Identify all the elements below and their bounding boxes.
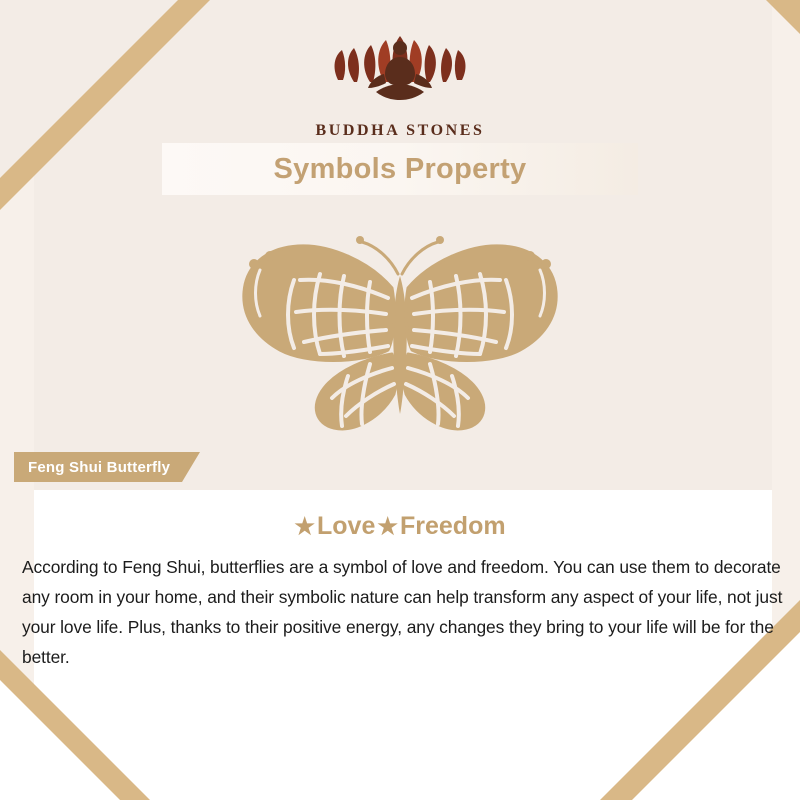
keywords-row — [0, 512, 800, 541]
page-title — [162, 143, 638, 195]
keyword-freedom: Freedom — [400, 512, 506, 540]
page-title-text: Symbols Property — [273, 152, 527, 185]
brand-name: BUDDHA STONES — [315, 122, 485, 139]
keyword-love: Love — [317, 512, 376, 540]
lotus-meditation-figure-icon — [310, 18, 490, 118]
description-paragraph: According to Feng Shui, butterflies are a symbol of love and freedom. You can use them to decorate any room in your home, and their symbolic nature can help transform any aspect of your life, not just your love life. Plus, thanks to their positive energy, any changes they bring to your life will be for the better. — [22, 557, 783, 667]
butterfly-illustration — [0, 218, 800, 448]
ribbon-label: Feng Shui Butterfly — [14, 452, 182, 482]
brand-logo — [0, 18, 800, 140]
corner-ornament-bottom-left-inner — [0, 680, 120, 800]
star-icon-middle: ★ — [377, 513, 398, 539]
ribbon-tail — [182, 452, 200, 482]
status-badge — [14, 452, 200, 482]
butterfly-icon — [220, 218, 580, 448]
star-icon-left: ★ — [294, 513, 316, 539]
